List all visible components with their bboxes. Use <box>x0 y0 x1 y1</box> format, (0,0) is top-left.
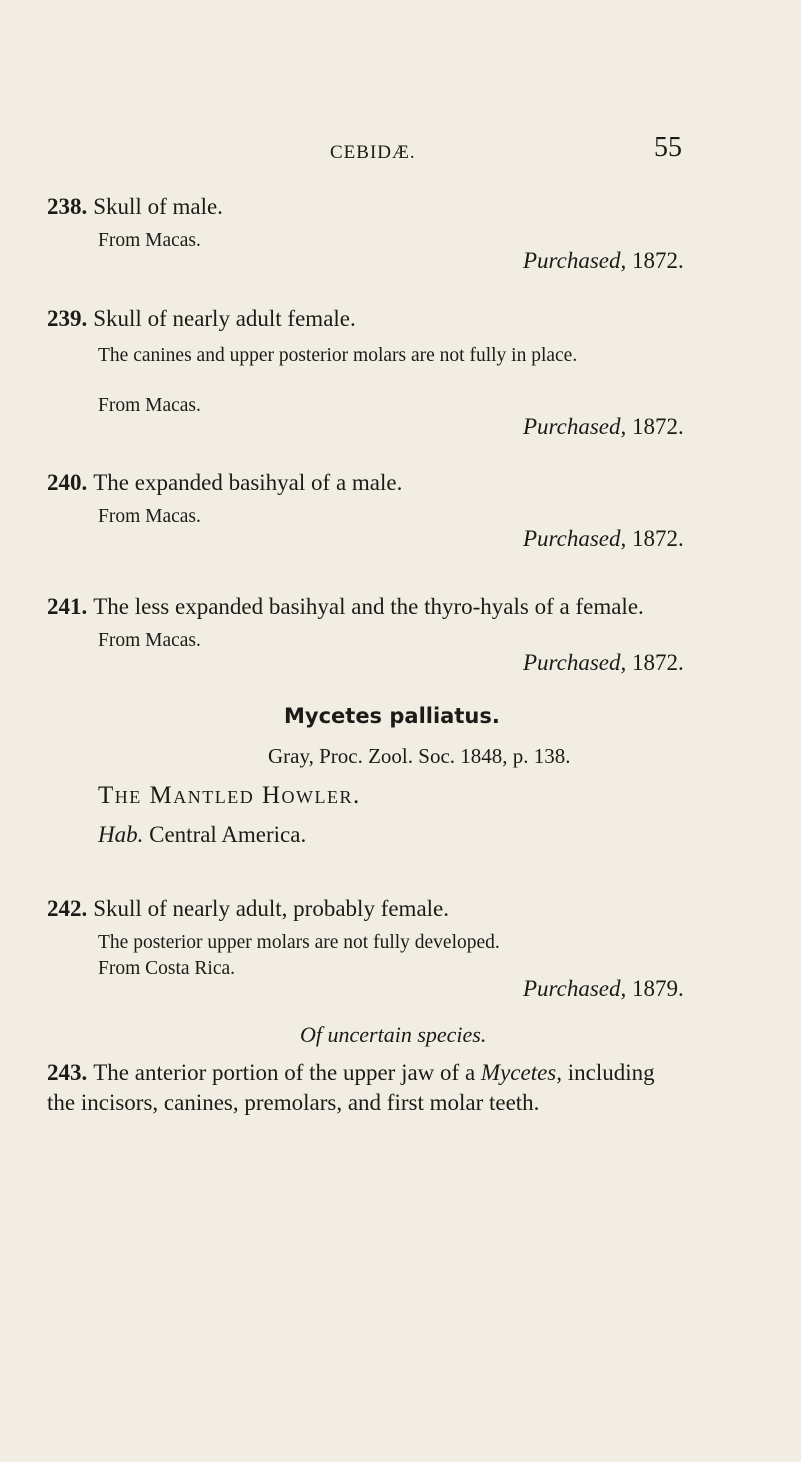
habitat-label: Hab. <box>98 822 144 847</box>
entry-238-acquisition <box>523 248 684 274</box>
running-title: CEBIDÆ. <box>330 142 416 163</box>
entry-239-acquisition <box>523 414 684 440</box>
entry-number: 243. <box>47 1060 88 1085</box>
acquisition-year: 1872. <box>632 526 684 551</box>
entry-242-note: The posterior upper molars are not fully developed. <box>98 932 500 953</box>
entry-243 <box>47 1058 657 1118</box>
species-habitat <box>98 822 306 848</box>
genus-name: Mycetes, <box>480 1060 563 1085</box>
entry-242-title-line <box>47 896 449 922</box>
entry-239-note: The canines and upper posterior molars are not fully in place. <box>98 345 578 366</box>
entry-title: Skull of nearly adult female. <box>93 306 356 331</box>
acquisition-year: 1872. <box>632 248 684 273</box>
entry-number: 240. <box>47 470 88 495</box>
entry-241-acquisition <box>523 650 684 676</box>
species-reference: Gray, Proc. Zool. Soc. 1848, p. 138. <box>268 744 571 768</box>
species-name: Mycetes palliatus. <box>284 704 500 728</box>
entry-title: Skull of nearly adult, probably female. <box>93 896 450 921</box>
entry-number: 239. <box>47 306 88 331</box>
entry-241-locality: From Macas. <box>98 630 201 651</box>
entry-242-locality: From Costa Rica. <box>98 958 236 979</box>
entry-number: 242. <box>47 896 88 921</box>
acquisition-year: 1879. <box>632 976 684 1001</box>
acquisition-label: Purchased, <box>523 248 627 273</box>
entry-241-title-line <box>47 594 644 620</box>
habitat-value: Central America. <box>149 822 307 847</box>
entry-240-acquisition <box>523 526 684 552</box>
acquisition-label: Purchased, <box>523 526 627 551</box>
acquisition-year: 1872. <box>632 414 684 439</box>
entry-title: The expanded basihyal of a male. <box>93 470 403 495</box>
entry-title: The less expanded basihyal and the thyro-hyals of a female. <box>93 594 644 619</box>
entry-240-locality: From Macas. <box>98 506 201 527</box>
acquisition-label: Purchased, <box>523 414 627 439</box>
uncertain-species-heading: Of uncertain species. <box>300 1022 487 1047</box>
page-number: 55 <box>654 132 682 163</box>
entry-239-title-line <box>47 306 356 332</box>
species-common-name: The Mantled Howler. <box>98 782 361 809</box>
acquisition-label: Purchased, <box>523 650 627 675</box>
entry-238-locality: From Macas. <box>98 230 201 251</box>
entry-number: 241. <box>47 594 88 619</box>
entry-240-title-line <box>47 470 402 496</box>
acquisition-year: 1872. <box>632 650 684 675</box>
entry-title: Skull of male. <box>93 194 223 219</box>
acquisition-label: Purchased, <box>523 976 627 1001</box>
entry-242-acquisition <box>523 976 684 1002</box>
entry-239-locality: From Macas. <box>98 395 201 416</box>
entry-text-after: including the incisors, canines, premolars, and first molar teeth. <box>47 1060 655 1115</box>
entry-text-before: The anterior portion of the upper jaw of a <box>93 1060 481 1085</box>
entry-number: 238. <box>47 194 88 219</box>
entry-238-title-line <box>47 194 223 220</box>
